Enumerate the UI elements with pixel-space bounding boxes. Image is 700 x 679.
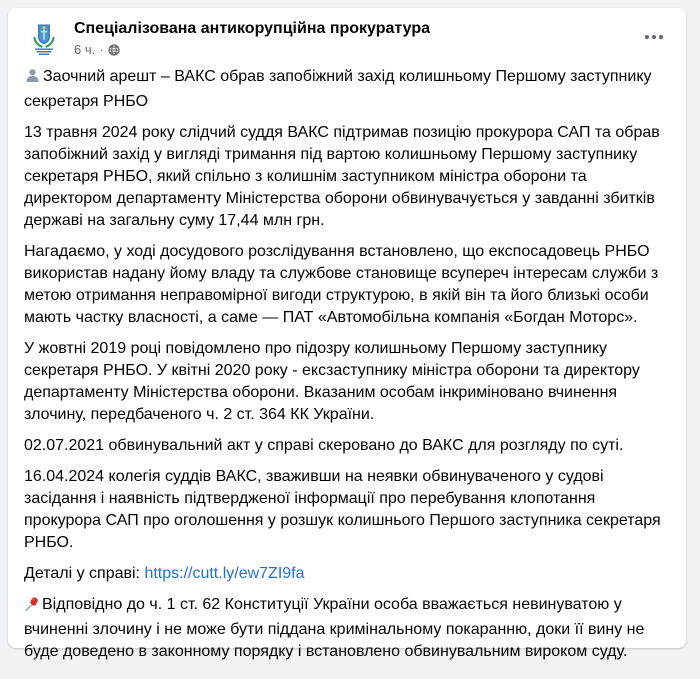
post-text: Нагадаємо, у ході досудового розслідування встановлено, що експосадовець РНБО використав надану йому владу та службове становище всупереч інтересам служби з метою отримання неправомірної вигоди структурою, в якій він та його близькі особи мають частку власності, а саме — ПАТ «Автомобільна компанія «Богдан Моторс». bbox=[24, 243, 659, 326]
post-header bbox=[8, 8, 686, 62]
sap-emblem-logo bbox=[24, 45, 64, 58]
page-name[interactable]: Спеціалізована антикорупційна прокуратура bbox=[74, 20, 430, 37]
post-paragraph-disclaimer bbox=[24, 594, 670, 663]
post-paragraph bbox=[24, 122, 670, 232]
avatar[interactable] bbox=[24, 18, 64, 58]
bust-silhouette-emoji bbox=[24, 67, 41, 91]
post-meta bbox=[74, 41, 638, 58]
post-paragraph bbox=[24, 435, 670, 457]
globe-icon bbox=[108, 44, 120, 56]
post-paragraph-title bbox=[24, 66, 670, 113]
round-pushpin-emoji bbox=[24, 596, 40, 619]
meta-separator: · bbox=[99, 42, 104, 57]
post-card bbox=[8, 8, 686, 660]
post-paragraph-link bbox=[24, 563, 670, 585]
post-text: 13 травня 2024 року слідчий суддя ВАКС підтримав позицію прокурора САП та обрав запобіжний захід у вигляді тримання під вартою колишньому Першому заступнику секретаря РНБО, який спільно з колишнім заступником міністра оборони та директором департаменту Міністерства оборони обвинувачується у завданні збитків державі на загальну суму 17,44 млн грн. bbox=[24, 124, 660, 229]
post-text: У жовтні 2019 році повідомлено про підозру колишньому Першому заступнику секретаря РНБО. У квітні 2020 року - ексзаступнику міністра оборони та директору департаменту Міністерства оборони. Вказаним особам інкриміновано вчинення злочину, передбаченого ч. 2 ст. 364 КК України. bbox=[24, 340, 640, 423]
link-prefix: Деталі у справі: bbox=[24, 565, 145, 582]
post-paragraph bbox=[24, 466, 670, 554]
post-text: Заочний арешт – ВАКС обрав запобіжний захід колишньому Першому заступнику секретаря РНБО bbox=[24, 68, 652, 110]
post-content bbox=[8, 62, 686, 679]
post-paragraph bbox=[24, 241, 670, 329]
post-text: 16.04.2024 колегія суддів ВАКС, зваживши на неявки обвинуваченого у судові засідання і наявність підтвердженої інформації про перебування клопотання прокурора САП про оголошення у розшук колишнього Першого заступника секретаря РНБО. bbox=[24, 468, 661, 551]
post-text: Відповідно до ч. 1 ст. 62 Конституції України особа вважається невинуватою у вчиненні злочину і не може бути піддана кримінальному покаранню, доки її вину не буде доведено в законному порядку і встановлено обвинувальним вироком суду. bbox=[24, 596, 645, 660]
post-paragraph bbox=[24, 338, 670, 426]
header-text bbox=[74, 18, 638, 58]
more-options-button[interactable] bbox=[638, 20, 670, 52]
ellipsis-icon bbox=[644, 27, 664, 45]
timestamp[interactable]: 6 ч. bbox=[74, 42, 96, 57]
post-text: 02.07.2021 обвинувальний акт у справі скеровано до ВАКС для розгляду по суті. bbox=[24, 437, 624, 454]
case-details-link[interactable]: https://cutt.ly/ew7ZI9fa bbox=[144, 565, 305, 582]
